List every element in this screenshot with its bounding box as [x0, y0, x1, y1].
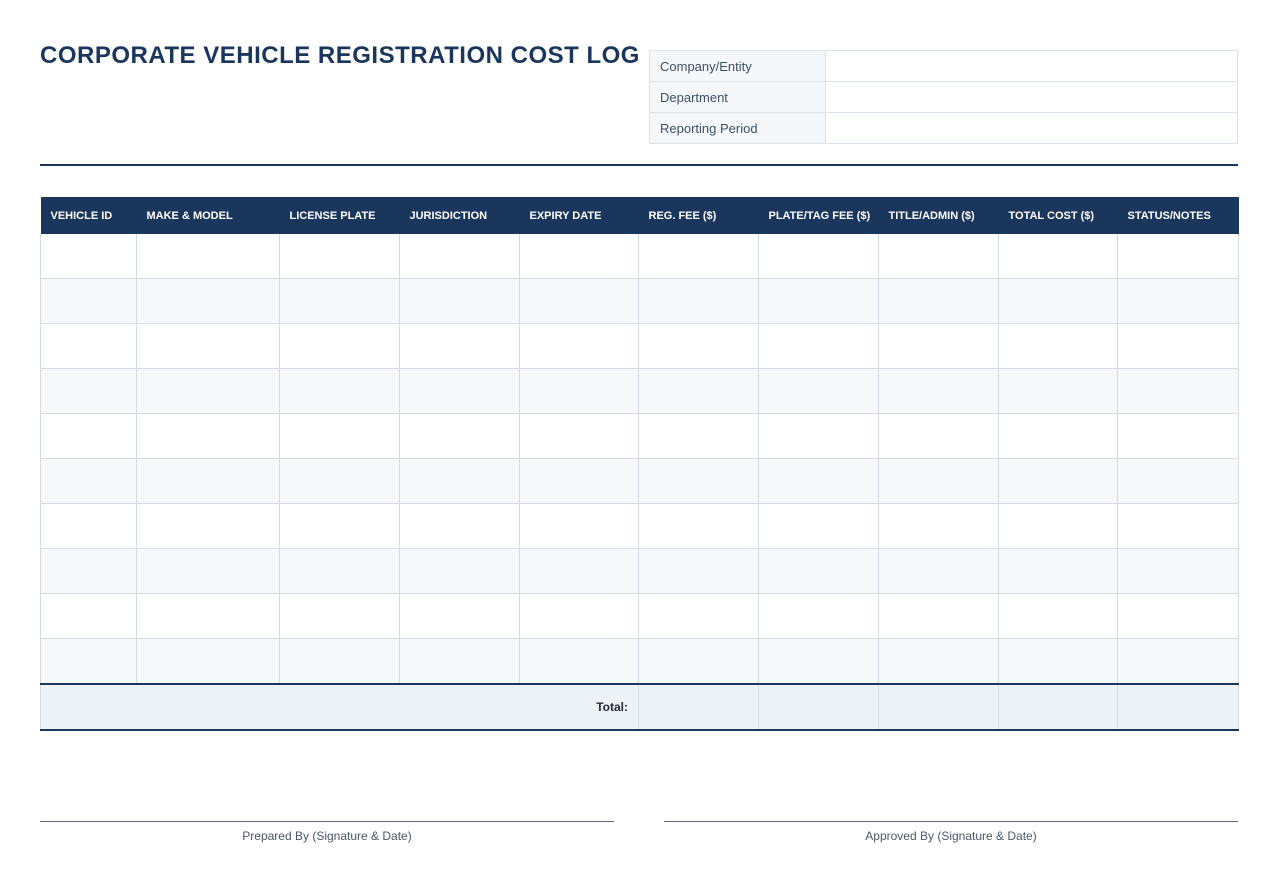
table-cell[interactable] [137, 459, 280, 504]
table-cell[interactable] [400, 459, 520, 504]
table-cell[interactable] [41, 369, 137, 414]
table-cell[interactable] [879, 324, 999, 369]
table-cell[interactable] [639, 504, 759, 549]
total-row [41, 684, 1239, 730]
table-cell[interactable] [137, 639, 280, 685]
table-cell[interactable] [879, 279, 999, 324]
table-cell[interactable] [759, 504, 879, 549]
table-cell[interactable] [400, 324, 520, 369]
column-header: LICENSE PLATE [280, 197, 400, 234]
column-header: TOTAL COST ($) [999, 197, 1118, 234]
table-cell[interactable] [137, 324, 280, 369]
table-header-row [41, 197, 1239, 234]
table-cell[interactable] [41, 594, 137, 639]
table-cell[interactable] [41, 279, 137, 324]
total-cell[interactable] [879, 684, 999, 730]
table-cell[interactable] [137, 504, 280, 549]
table-cell[interactable] [639, 414, 759, 459]
table-cell[interactable] [759, 414, 879, 459]
table-cell[interactable] [879, 234, 999, 279]
meta-row-department [650, 82, 1238, 113]
table-cell[interactable] [400, 504, 520, 549]
table-cell[interactable] [1118, 504, 1239, 549]
table-cell[interactable] [520, 639, 639, 685]
table-cell[interactable] [639, 279, 759, 324]
table-row [41, 594, 1239, 639]
registration-cost-table [40, 197, 1239, 731]
table-cell[interactable] [520, 414, 639, 459]
table-cell[interactable] [639, 369, 759, 414]
table-cell[interactable] [759, 369, 879, 414]
table-row [41, 324, 1239, 369]
table-cell[interactable] [999, 414, 1118, 459]
table-cell[interactable] [759, 549, 879, 594]
table-cell[interactable] [879, 369, 999, 414]
table-cell[interactable] [400, 594, 520, 639]
total-cell[interactable] [639, 684, 759, 730]
table-cell[interactable] [1118, 549, 1239, 594]
meta-row-company [650, 51, 1238, 82]
table-cell[interactable] [400, 414, 520, 459]
table-cell[interactable] [759, 594, 879, 639]
prepared-by-signature-line: Prepared By (Signature & Date) [40, 821, 614, 843]
column-header: VEHICLE ID [41, 197, 137, 234]
table-cell[interactable] [280, 459, 400, 504]
column-header: MAKE & MODEL [137, 197, 280, 234]
table-row [41, 639, 1239, 685]
table-cell[interactable] [1118, 324, 1239, 369]
table-cell[interactable] [137, 594, 280, 639]
table-row [41, 279, 1239, 324]
table-cell[interactable] [137, 549, 280, 594]
table-cell[interactable] [520, 369, 639, 414]
table-cell[interactable] [759, 459, 879, 504]
table-row [41, 234, 1239, 279]
table-cell[interactable] [759, 279, 879, 324]
table-cell[interactable] [999, 639, 1118, 685]
company-field[interactable] [826, 51, 1238, 82]
table-cell[interactable] [1118, 234, 1239, 279]
table-cell[interactable] [879, 414, 999, 459]
table-cell[interactable] [400, 279, 520, 324]
total-cell[interactable] [999, 684, 1118, 730]
table-cell[interactable] [759, 234, 879, 279]
table-cell[interactable] [879, 549, 999, 594]
column-header: JURISDICTION [400, 197, 520, 234]
table-cell[interactable] [759, 324, 879, 369]
table-cell[interactable] [400, 234, 520, 279]
table-cell[interactable] [41, 639, 137, 685]
total-cell[interactable] [759, 684, 879, 730]
table-cell[interactable] [999, 324, 1118, 369]
table-cell[interactable] [639, 549, 759, 594]
table-cell[interactable] [280, 414, 400, 459]
total-cell[interactable] [1118, 684, 1239, 730]
table-cell[interactable] [1118, 369, 1239, 414]
table-cell[interactable] [41, 324, 137, 369]
header-divider [40, 164, 1238, 166]
column-header: PLATE/TAG FEE ($) [759, 197, 879, 234]
table-cell[interactable] [41, 459, 137, 504]
approved-by-signature-line: Approved By (Signature & Date) [664, 821, 1238, 843]
table-cell[interactable] [639, 234, 759, 279]
meta-label: Company/Entity [650, 51, 826, 82]
table-cell[interactable] [520, 594, 639, 639]
table-cell[interactable] [137, 369, 280, 414]
table-cell[interactable] [520, 504, 639, 549]
table-row [41, 369, 1239, 414]
table-cell[interactable] [999, 504, 1118, 549]
table-cell[interactable] [520, 279, 639, 324]
table-cell[interactable] [999, 369, 1118, 414]
table-cell[interactable] [520, 324, 639, 369]
page-title: CORPORATE VEHICLE REGISTRATION COST LOG [40, 42, 640, 69]
table-cell[interactable] [41, 414, 137, 459]
table-cell[interactable] [520, 549, 639, 594]
table-cell[interactable] [639, 324, 759, 369]
table-cell[interactable] [879, 639, 999, 685]
table-cell[interactable] [280, 324, 400, 369]
meta-label: Reporting Period [650, 113, 826, 144]
meta-info-table [649, 50, 1238, 144]
table-cell[interactable] [879, 459, 999, 504]
table-cell[interactable] [280, 234, 400, 279]
table-cell[interactable] [639, 594, 759, 639]
table-cell[interactable] [999, 594, 1118, 639]
column-header: STATUS/NOTES [1118, 197, 1239, 234]
table-cell[interactable] [137, 279, 280, 324]
table-cell[interactable] [1118, 414, 1239, 459]
table-cell[interactable] [639, 459, 759, 504]
table-cell[interactable] [137, 234, 280, 279]
table-cell[interactable] [1118, 594, 1239, 639]
table-cell[interactable] [520, 234, 639, 279]
column-header: TITLE/ADMIN ($) [879, 197, 999, 234]
column-header: REG. FEE ($) [639, 197, 759, 234]
table-cell[interactable] [280, 369, 400, 414]
meta-label: Department [650, 82, 826, 113]
table-cell[interactable] [1118, 279, 1239, 324]
table-cell[interactable] [41, 234, 137, 279]
table-cell[interactable] [41, 549, 137, 594]
table-row [41, 549, 1239, 594]
table-cell[interactable] [280, 639, 400, 685]
table-cell[interactable] [999, 459, 1118, 504]
table-row [41, 414, 1239, 459]
meta-row-period [650, 113, 1238, 144]
table-cell[interactable] [639, 639, 759, 685]
reporting-period-field[interactable] [826, 113, 1238, 144]
table-cell[interactable] [999, 234, 1118, 279]
table-cell[interactable] [879, 594, 999, 639]
table-cell[interactable] [759, 639, 879, 685]
table-cell[interactable] [400, 369, 520, 414]
table-cell[interactable] [280, 549, 400, 594]
table-cell[interactable] [999, 549, 1118, 594]
table-cell[interactable] [400, 639, 520, 685]
department-field[interactable] [826, 82, 1238, 113]
table-cell[interactable] [1118, 639, 1239, 685]
table-row [41, 504, 1239, 549]
total-label: Total: [41, 684, 639, 730]
table-row [41, 459, 1239, 504]
table-cell[interactable] [280, 504, 400, 549]
table-cell[interactable] [400, 549, 520, 594]
table-cell[interactable] [280, 279, 400, 324]
table-cell[interactable] [137, 414, 280, 459]
table-cell[interactable] [879, 504, 999, 549]
table-cell[interactable] [41, 504, 137, 549]
table-cell[interactable] [999, 279, 1118, 324]
table-cell[interactable] [520, 459, 639, 504]
table-cell[interactable] [280, 594, 400, 639]
table-cell[interactable] [1118, 459, 1239, 504]
column-header: EXPIRY DATE [520, 197, 639, 234]
